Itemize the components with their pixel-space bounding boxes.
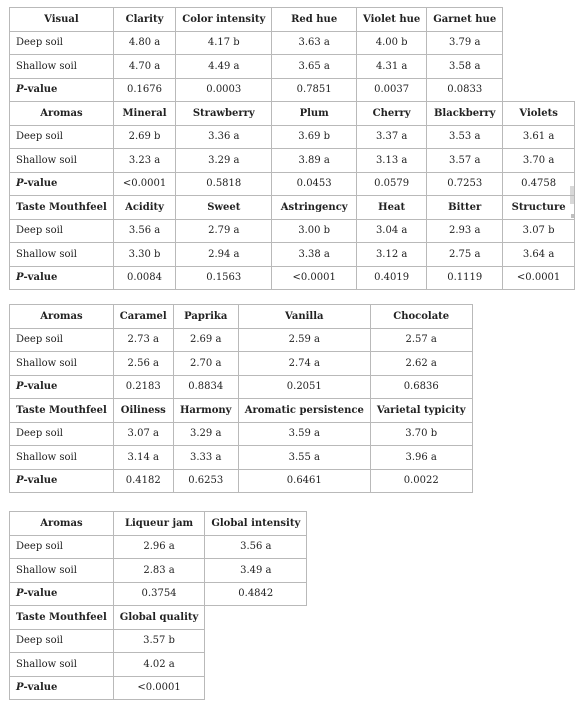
value-cell: 0.4019 xyxy=(357,266,427,290)
header-cell: Red hue xyxy=(272,8,357,32)
row-label: Shallow soil xyxy=(10,352,114,376)
value-cell: 4.49 a xyxy=(176,55,272,79)
value-cell: 3.69 b xyxy=(272,125,357,149)
table-header-row xyxy=(10,305,473,329)
value-cell: 0.0037 xyxy=(357,78,427,102)
value-cell: 4.02 a xyxy=(113,653,205,677)
value-cell: 2.96 a xyxy=(113,535,205,559)
value-cell: <0.0001 xyxy=(503,266,575,290)
value-cell: 0.5818 xyxy=(176,172,272,196)
header-cell: Aromas xyxy=(10,512,114,536)
value-cell: 0.4182 xyxy=(113,469,173,493)
header-cell: Taste Mouthfeel xyxy=(10,196,114,220)
value-cell: 3.33 a xyxy=(173,446,238,470)
header-cell: Chocolate xyxy=(370,305,472,329)
sensory-table-3 xyxy=(9,511,307,700)
empty-cell xyxy=(205,653,307,677)
header-cell: Visual xyxy=(10,8,114,32)
empty-cell xyxy=(503,8,575,32)
value-cell: 4.31 a xyxy=(357,55,427,79)
value-cell: 3.37 a xyxy=(357,125,427,149)
row-label: Deep soil xyxy=(10,328,114,352)
table-row-pvalue xyxy=(10,469,473,493)
empty-cell xyxy=(503,78,575,102)
pvalue-label: P-value xyxy=(10,375,114,399)
value-cell: 2.57 a xyxy=(370,328,472,352)
value-cell: 0.0003 xyxy=(176,78,272,102)
row-label: Shallow soil xyxy=(10,559,114,583)
value-cell: 3.36 a xyxy=(176,125,272,149)
header-cell: Global quality xyxy=(113,606,205,630)
table-row-pvalue xyxy=(10,78,575,102)
header-cell: Clarity xyxy=(113,8,175,32)
value-cell: 2.73 a xyxy=(113,328,173,352)
value-cell: 4.00 b xyxy=(357,31,427,55)
header-cell: Aromas xyxy=(10,102,114,126)
table-header-row xyxy=(10,102,575,126)
value-cell: 0.0579 xyxy=(357,172,427,196)
value-cell: 0.1563 xyxy=(176,266,272,290)
value-cell: 3.29 a xyxy=(176,149,272,173)
row-label: Deep soil xyxy=(10,629,114,653)
value-cell: 3.57 a xyxy=(427,149,503,173)
table-row xyxy=(10,629,307,653)
value-cell: 3.57 b xyxy=(113,629,205,653)
value-cell: 3.49 a xyxy=(205,559,307,583)
pvalue-label: P-value xyxy=(10,172,114,196)
value-cell: 0.6836 xyxy=(370,375,472,399)
header-cell: Blackberry xyxy=(427,102,503,126)
header-cell: Sweet xyxy=(176,196,272,220)
value-cell: 3.70 a xyxy=(503,149,575,173)
value-cell: 4.80 a xyxy=(113,31,175,55)
value-cell: 0.2051 xyxy=(238,375,370,399)
header-cell: Aromatic persistence xyxy=(238,399,370,423)
header-cell: Vanilla xyxy=(238,305,370,329)
value-cell: <0.0001 xyxy=(113,172,175,196)
header-cell: Violets xyxy=(503,102,575,126)
pvalue-label: P-value xyxy=(10,266,114,290)
header-cell: Strawberry xyxy=(176,102,272,126)
header-cell: Heat xyxy=(357,196,427,220)
header-cell: Aromas xyxy=(10,305,114,329)
header-cell: Bitter xyxy=(427,196,503,220)
value-cell: 3.04 a xyxy=(357,219,427,243)
row-label: Shallow soil xyxy=(10,55,114,79)
pvalue-label: P-value xyxy=(10,582,114,606)
pvalue-label: P-value xyxy=(10,676,114,700)
value-cell: 0.1676 xyxy=(113,78,175,102)
empty-cell xyxy=(205,676,307,700)
value-cell: 0.0453 xyxy=(272,172,357,196)
empty-cell xyxy=(503,55,575,79)
value-cell: <0.0001 xyxy=(272,266,357,290)
row-label: Deep soil xyxy=(10,422,114,446)
row-label: Deep soil xyxy=(10,535,114,559)
header-cell: Mineral xyxy=(113,102,175,126)
row-label: Shallow soil xyxy=(10,446,114,470)
header-cell: Oiliness xyxy=(113,399,173,423)
value-cell: 2.94 a xyxy=(176,243,272,267)
value-cell: 0.2183 xyxy=(113,375,173,399)
table-row xyxy=(10,55,575,79)
value-cell: 2.59 a xyxy=(238,328,370,352)
header-cell: Acidity xyxy=(113,196,175,220)
table-row xyxy=(10,219,575,243)
value-cell: 3.38 a xyxy=(272,243,357,267)
value-cell: 0.0084 xyxy=(113,266,175,290)
header-cell: Harmony xyxy=(173,399,238,423)
header-cell: Violet hue xyxy=(357,8,427,32)
row-label: Shallow soil xyxy=(10,243,114,267)
value-cell: 2.93 a xyxy=(427,219,503,243)
value-cell: 0.6253 xyxy=(173,469,238,493)
row-label: Shallow soil xyxy=(10,653,114,677)
table-row xyxy=(10,243,575,267)
value-cell: 3.59 a xyxy=(238,422,370,446)
row-label: Deep soil xyxy=(10,125,114,149)
value-cell: 0.4758 xyxy=(503,172,575,196)
header-cell: Global intensity xyxy=(205,512,307,536)
empty-cell xyxy=(503,31,575,55)
table-row xyxy=(10,31,575,55)
table-row xyxy=(10,125,575,149)
value-cell: 3.23 a xyxy=(113,149,175,173)
table-row xyxy=(10,352,473,376)
value-cell: 3.65 a xyxy=(272,55,357,79)
value-cell: 0.3754 xyxy=(113,582,205,606)
value-cell: 2.70 a xyxy=(173,352,238,376)
value-cell: 3.29 a xyxy=(173,422,238,446)
header-cell: Astringency xyxy=(272,196,357,220)
value-cell: 3.79 a xyxy=(427,31,503,55)
table-header-row xyxy=(10,606,307,630)
value-cell: 0.4842 xyxy=(205,582,307,606)
value-cell: 2.74 a xyxy=(238,352,370,376)
table-header-row xyxy=(10,399,473,423)
pvalue-label: P-value xyxy=(10,78,114,102)
value-cell: 3.56 a xyxy=(113,219,175,243)
table-row xyxy=(10,446,473,470)
table-row-pvalue xyxy=(10,266,575,290)
table-row-pvalue xyxy=(10,676,307,700)
value-cell: 2.56 a xyxy=(113,352,173,376)
sensory-table-1 xyxy=(9,7,575,290)
header-cell: Garnet hue xyxy=(427,8,503,32)
value-cell: 2.69 a xyxy=(173,328,238,352)
value-cell: 3.53 a xyxy=(427,125,503,149)
header-cell: Varietal typicity xyxy=(370,399,472,423)
table-row xyxy=(10,328,473,352)
value-cell: 3.70 b xyxy=(370,422,472,446)
table-row xyxy=(10,535,307,559)
value-cell: <0.0001 xyxy=(113,676,205,700)
table-row xyxy=(10,149,575,173)
row-label: Deep soil xyxy=(10,219,114,243)
value-cell: 3.00 b xyxy=(272,219,357,243)
table-header-row xyxy=(10,196,575,220)
value-cell: 0.6461 xyxy=(238,469,370,493)
header-cell: Paprika xyxy=(173,305,238,329)
value-cell: 3.58 a xyxy=(427,55,503,79)
sensory-table-2 xyxy=(9,304,473,493)
table-row xyxy=(10,422,473,446)
value-cell: 2.83 a xyxy=(113,559,205,583)
value-cell: 0.7253 xyxy=(427,172,503,196)
table-row xyxy=(10,559,307,583)
table-row-pvalue xyxy=(10,375,473,399)
value-cell: 3.12 a xyxy=(357,243,427,267)
value-cell: 3.64 a xyxy=(503,243,575,267)
pvalue-label: P-value xyxy=(10,469,114,493)
value-cell: 2.79 a xyxy=(176,219,272,243)
value-cell: 0.1119 xyxy=(427,266,503,290)
value-cell: 3.56 a xyxy=(205,535,307,559)
value-cell: 3.07 a xyxy=(113,422,173,446)
value-cell: 3.14 a xyxy=(113,446,173,470)
value-cell: 0.0022 xyxy=(370,469,472,493)
value-cell: 3.55 a xyxy=(238,446,370,470)
value-cell: 0.8834 xyxy=(173,375,238,399)
table-row-pvalue xyxy=(10,172,575,196)
value-cell: 2.75 a xyxy=(427,243,503,267)
value-cell: 0.0833 xyxy=(427,78,503,102)
value-cell: 3.30 b xyxy=(113,243,175,267)
header-cell: Taste Mouthfeel xyxy=(10,399,114,423)
header-cell: Color intensity xyxy=(176,8,272,32)
value-cell: 3.89 a xyxy=(272,149,357,173)
empty-cell xyxy=(205,629,307,653)
table-row-pvalue xyxy=(10,582,307,606)
value-cell: 3.96 a xyxy=(370,446,472,470)
header-cell: Caramel xyxy=(113,305,173,329)
header-cell: Structure xyxy=(503,196,575,220)
value-cell: 2.69 b xyxy=(113,125,175,149)
header-cell: Taste Mouthfeel xyxy=(10,606,114,630)
value-cell: 4.70 a xyxy=(113,55,175,79)
header-cell: Plum xyxy=(272,102,357,126)
value-cell: 3.61 a xyxy=(503,125,575,149)
table-header-row xyxy=(10,512,307,536)
value-cell: 3.63 a xyxy=(272,31,357,55)
row-label: Deep soil xyxy=(10,31,114,55)
table-row xyxy=(10,653,307,677)
value-cell: 3.13 a xyxy=(357,149,427,173)
table-header-row xyxy=(10,8,575,32)
empty-cell xyxy=(205,606,307,630)
header-cell: Cherry xyxy=(357,102,427,126)
value-cell: 3.07 b xyxy=(503,219,575,243)
header-cell: Liqueur jam xyxy=(113,512,205,536)
value-cell: 2.62 a xyxy=(370,352,472,376)
row-label: Shallow soil xyxy=(10,149,114,173)
value-cell: 4.17 b xyxy=(176,31,272,55)
value-cell: 0.7851 xyxy=(272,78,357,102)
